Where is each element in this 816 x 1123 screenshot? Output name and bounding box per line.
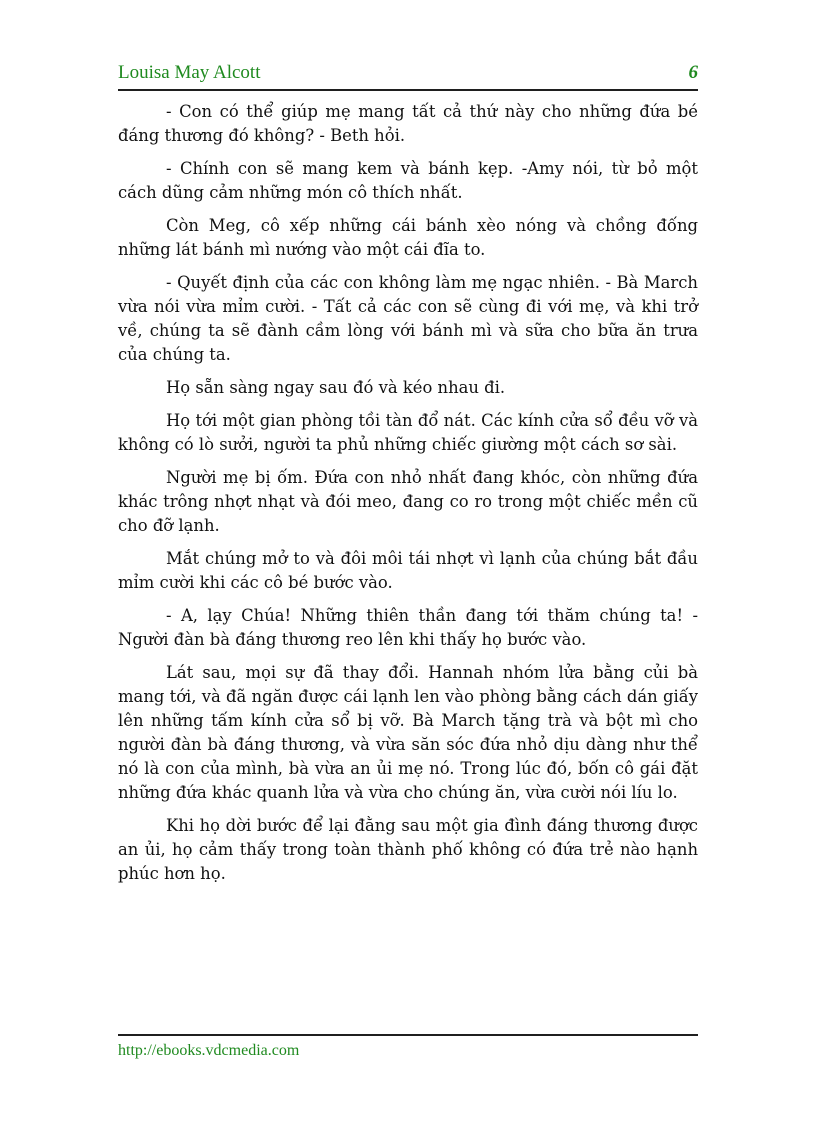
paragraph: - Quyết định của các con không làm mẹ ngạc nhiên. - Bà March vừa nói vừa mỉm cười. - Tất cả các con sẽ cùng đi với mẹ, và khi trở về, chúng ta sẽ đành cầm lòng với bánh mì và sữa cho bữa ăn trưa của chúng ta. [118,273,698,364]
header-divider [118,89,698,91]
paragraph: Lát sau, mọi sự đã thay đổi. Hannah nhóm lửa bằng củi bà mang tới, và đã ngăn được cái lạnh len vào phòng bằng cách dán giấy lên những tấm kính cửa sổ bị vỡ. Bà March tặng trà và bột mì cho người đàn bà đáng thương, và vừa săn sóc đứa nhỏ dịu dàng như thể nó là con của mình, bà vừa an ủi mẹ nó. Trong lúc đó, bốn cô gái đặt những đứa khác quanh lửa và vừa cho chúng ăn, vừa cười nói líu lo. [118,663,698,802]
paragraph: Người mẹ bị ốm. Đứa con nhỏ nhất đang khóc, còn những đứa khác trông nhợt nhạt và đói meo, đang co ro trong một chiếc mền cũ cho đỡ lạnh. [118,468,698,535]
paragraph: Khi họ dời bước để lại đằng sau một gia đình đáng thương được an ủi, họ cảm thấy trong toàn thành phố không có đứa trẻ nào hạnh phúc hơn họ. [118,816,698,883]
header-author: Louisa May Alcott [118,62,261,83]
document-page [118,0,698,1123]
header-page-number: 6 [688,62,698,83]
footer-divider [118,1034,698,1036]
paragraph: Họ sẵn sàng ngay sau đó và kéo nhau đi. [166,378,506,397]
page-header [118,62,698,86]
paragraph: - Chính con sẽ mang kem và bánh kẹp. -Amy nói, từ bỏ một cách dũng cảm những món cô thích nhất. [118,159,698,202]
footer-url-link[interactable]: http://ebooks.vdcmedia.com [118,1042,300,1059]
paragraph: Mắt chúng mở to và đôi môi tái nhợt vì lạnh của chúng bắt đầu mỉm cười khi các cô bé bước vào. [118,549,698,592]
body-text [118,100,698,895]
paragraph: - A, lạy Chúa! Những thiên thần đang tới thăm chúng ta! - Người đàn bà đáng thương reo lên khi thấy họ bước vào. [118,606,698,649]
paragraph: Họ tới một gian phòng tồi tàn đổ nát. Các kính cửa sổ đều vỡ và không có lò sưởi, người ta phủ những chiếc giường một cách sơ sài. [118,411,698,454]
paragraph: - Con có thể giúp mẹ mang tất cả thứ này cho những đứa bé đáng thương đó không? - Beth hỏi. [118,102,698,145]
paragraph: Còn Meg, cô xếp những cái bánh xèo nóng và chồng đống những lát bánh mì nướng vào một cái đĩa to. [118,216,698,259]
